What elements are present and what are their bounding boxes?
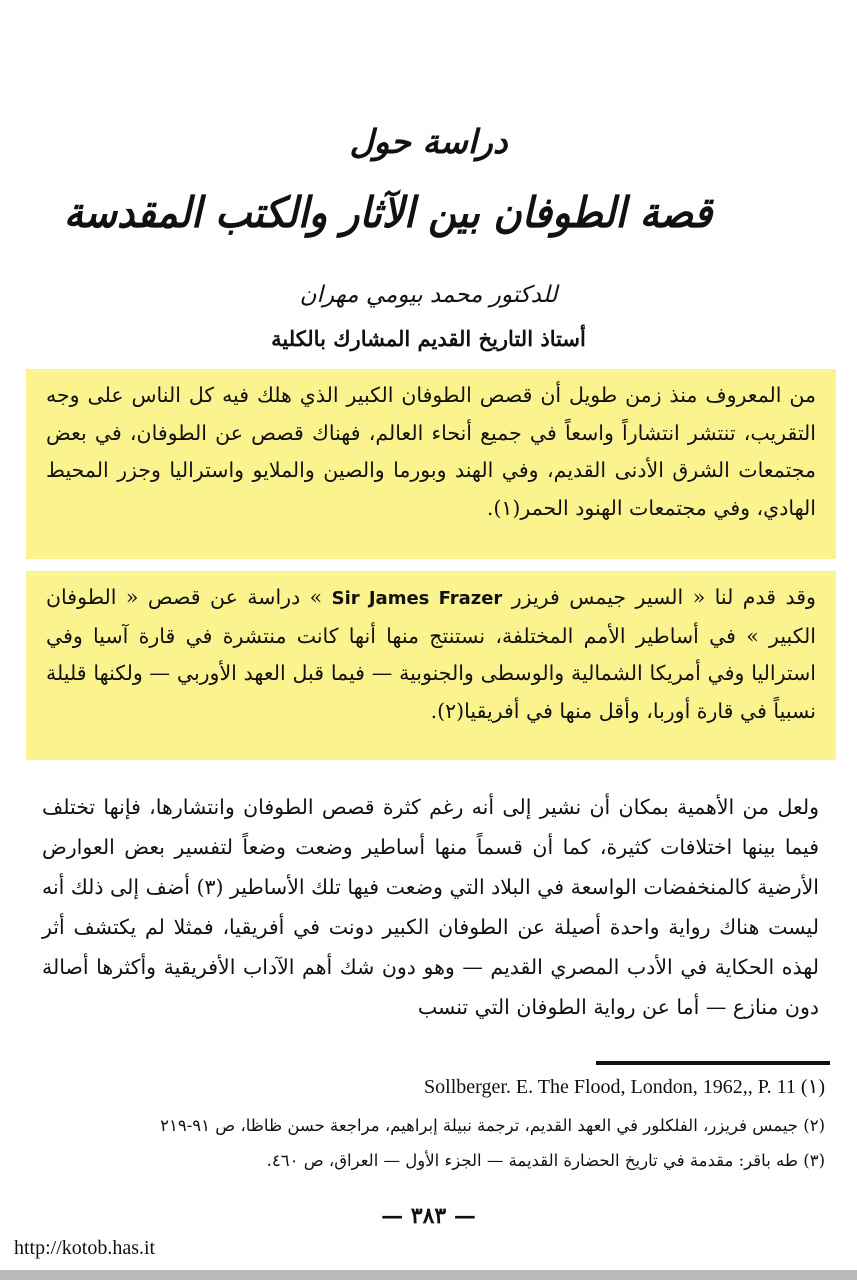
author-affiliation: أستاذ التاريخ القديم المشارك بالكلية [271, 326, 586, 351]
bottom-bar [0, 1270, 857, 1280]
author-name: للدكتور محمد بيومي مهران [299, 282, 558, 308]
page-number: — ٣٨٣ — [381, 1203, 476, 1229]
body-paragraph-3: ولعل من الأهمية بمكان أن نشير إلى أنه رغم كثرة قصص الطوفان وانتشارها، فإنها تختلف فيما بينها اختلافات كثيرة، كما أن قسماً منها أساطير وضعت وضعاً لتفسير بعض العوارض الأرضية كالمنخفضات الواسعة في البلاد التي وضعت فيها تلك الأساطير (٣) أضف إلى ذلك أنه ليست هناك رواية واحدة أصيلة عن الطوفان الكبير دونت في أفريقيا، فمثلا لم يكتشف أثر لهذه الحكاية في الأدب المصري القديم — وهو دون شك أهم الآداب الأفريقية وأكثرها أصالة دون منازع — أما عن رواية الطوفان التي تنسب [41, 795, 819, 1019]
paragraph-text-end: » دراسة عن قصص « الطوفان الكبير » في أساطير الأمم المختلفة، نستنتج منها أنها كانت منتشرة في قارة آسيا وفي استراليا وفي أمريكا الشمالية والوسطى والجنوبية — فيما قبل العهد الأوربي — ولكنها قليلة نسبياً في قارة أوربا، وأقل منها في أفريقيا(٢). [46, 585, 816, 723]
footnote-1-marker: (١) [800, 1076, 825, 1098]
footnote-divider [596, 1061, 830, 1065]
english-name: Sir James Frazer [331, 588, 503, 609]
footnote-1 [40, 1074, 825, 1100]
source-url: http://kotob.has.it [14, 1237, 156, 1259]
article-title: قصة الطوفان بين الآثار والكتب المقدسة [63, 188, 713, 237]
article-kicker: دراسة حول [349, 122, 508, 161]
paragraph-text-start: وقد قدم لنا « السير جيمس فريزر [511, 585, 816, 609]
footnote-2: (٢) جيمس فريزر، الفلكلور في العهد القديم، ترجمة نبيلة إبراهيم، مراجعة حسن ظاظا، ص ٩١-٢١٩ [160, 1116, 825, 1135]
paragraph-text: من المعروف منذ زمن طويل أن قصص الطوفان الكبير الذي هلك فيه كل الناس على وجه التقريب، تنتشر انتشاراً واسعاً في جميع أنحاء العالم، فهناك قصص عن الطوفان، في بعض مجتمعات الشرق الأدنى القديم، وفي الهند وبورما والصين والملايو واستراليا وجزر المحيط الهادي، وفي مجتمعات الهنود الحمر(١). [46, 383, 816, 520]
highlighted-paragraph-2 [26, 571, 836, 760]
highlighted-paragraph-1 [26, 369, 836, 559]
footnote-3: (٣) طه باقر: مقدمة في تاريخ الحضارة القديمة — الجزء الأول — العراق، ص ٤٦٠. [266, 1151, 825, 1170]
footnote-1-text: Sollberger. E. The Flood, London, 1962,, P. 11 [424, 1076, 796, 1098]
